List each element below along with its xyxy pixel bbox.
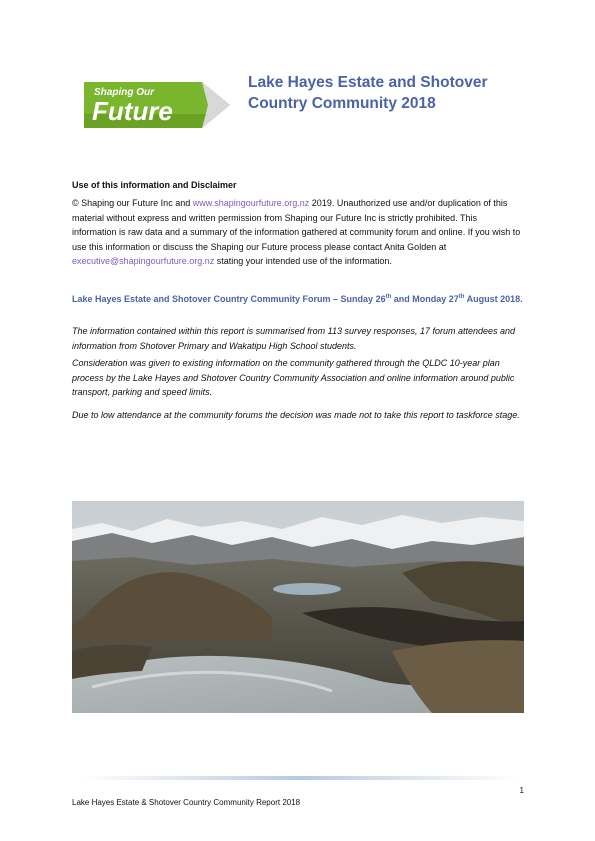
title-line-2: Country Community 2018 bbox=[248, 95, 436, 112]
disclaimer-heading: Use of this information and Disclaimer bbox=[72, 180, 237, 190]
footer-divider bbox=[80, 776, 520, 780]
report-title bbox=[248, 72, 548, 114]
forum-paragraph-2: Consideration was given to existing information on the community gathered through the QLDC 10-year plan process by the Lake Hayes and Shotover Country Community Association and online information around public transport, parking and speed limits. bbox=[72, 358, 515, 397]
disclaimer-text-b: 2019. Unauthorized use and/or duplication of this material without express and written permission from Shaping our Future Inc is strictly prohibited. This information is raw data and a summary of the information gathered at community forum and online. If you wish to use this information or discuss the Shaping our Future process please contact Anita Golden at bbox=[72, 198, 521, 252]
forum-heading-sup-2: th bbox=[458, 294, 465, 300]
landscape-photo bbox=[72, 501, 524, 713]
title-line-1: Lake Hayes Estate and Shotover bbox=[248, 74, 488, 91]
email-link[interactable]: executive@shapingourfuture.org.nz bbox=[72, 256, 215, 266]
forum-paragraph-3: Due to low attendance at the community forums the decision was made not to take this report to taskforce stage. bbox=[72, 410, 520, 420]
svg-text:Shaping Our: Shaping Our bbox=[94, 87, 154, 98]
forum-heading bbox=[72, 292, 524, 307]
forum-heading-b: and Monday 27 bbox=[391, 294, 459, 304]
forum-heading-sup-1: th bbox=[385, 294, 392, 300]
shaping-our-future-logo bbox=[82, 80, 232, 130]
forum-heading-a: Lake Hayes Estate and Shotover Country Community Forum – Sunday 26 bbox=[72, 294, 386, 304]
disclaimer-text-a: © Shaping our Future Inc and bbox=[72, 198, 193, 208]
page-number: 1 bbox=[519, 786, 524, 795]
forum-heading-c: August 2018. bbox=[464, 294, 523, 304]
footer-text: Lake Hayes Estate & Shotover Country Community Report 2018 bbox=[72, 798, 301, 807]
disclaimer-paragraph bbox=[72, 196, 524, 269]
disclaimer-text-c: stating your intended use of the information. bbox=[214, 256, 392, 266]
forum-paragraph-1: The information contained within this report is summarised from 113 survey responses, 17 forum attendees and information from Shotover Primary and Wakatipu High School students. bbox=[72, 326, 516, 351]
website-link[interactable]: www.shapingourfuture.org.nz bbox=[192, 198, 310, 208]
svg-text:Future: Future bbox=[92, 96, 173, 126]
